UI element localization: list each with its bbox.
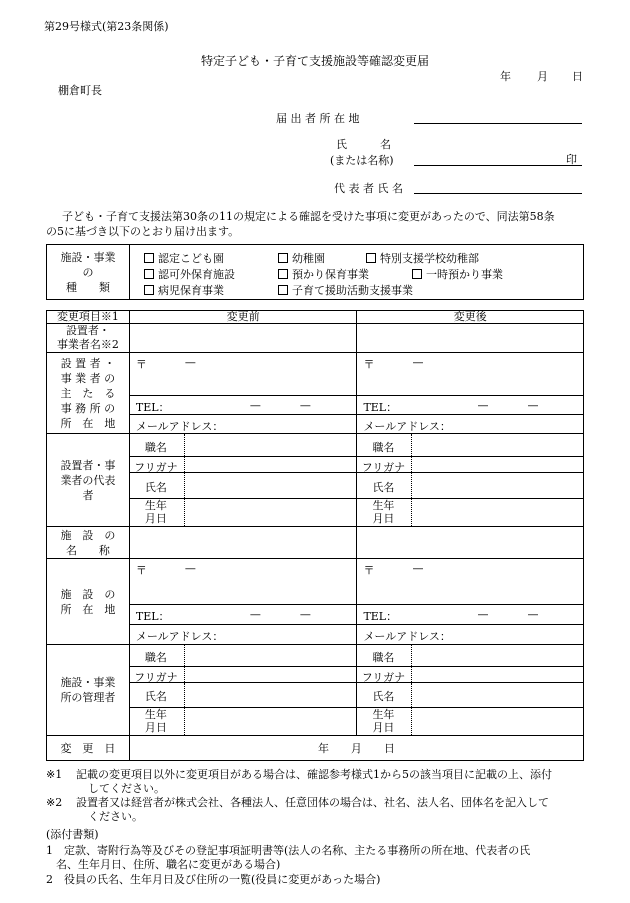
- attachment-1-line-1: 1 定款、寄附行為等及びその登記事項証明書等(法人の名称、主たる事務所の所在地、代表者の氏: [46, 844, 531, 857]
- facility-tel-before[interactable]: [129, 605, 357, 625]
- mail-label: メールアドレス：: [363, 420, 451, 433]
- facility-tel-after[interactable]: [357, 605, 584, 625]
- birth-label-1: 生年: [144, 708, 167, 721]
- person-label: 氏名: [144, 481, 167, 494]
- label-line: 施設・事業: [60, 676, 116, 689]
- option-label: 一時預かり事業: [426, 268, 503, 281]
- type-label-2: の: [82, 265, 94, 279]
- option-youchien[interactable]: [278, 250, 325, 266]
- option-label: 認可外保育施設: [158, 268, 235, 281]
- representative-label: 代 表 者 氏 名: [334, 182, 403, 195]
- person-label: 氏名: [372, 690, 395, 703]
- applicant-name-label: 氏 名: [336, 138, 391, 151]
- dotted-divider: [411, 457, 412, 472]
- dotted-divider: [184, 708, 185, 735]
- birth-label: [357, 708, 409, 734]
- label-line: 事 務 所 の: [60, 401, 116, 415]
- header-after: 変更後: [357, 311, 584, 324]
- tel-label: TEL：: [135, 610, 170, 623]
- facility-address-before[interactable]: [129, 559, 357, 605]
- option-label: 預かり保育事業: [292, 268, 369, 281]
- applicant-address-label: 届 出 者 所 在 地: [276, 112, 360, 125]
- checkbox-icon[interactable]: [278, 253, 288, 263]
- facility-address-after[interactable]: [357, 559, 584, 605]
- option-kosodate[interactable]: [278, 282, 413, 298]
- row-label-facility-address: [47, 559, 130, 645]
- rep-name-before[interactable]: [129, 473, 357, 499]
- postal-dash: —: [412, 356, 424, 369]
- note-2-line-1: 設置者又は経営者が株式会社、各種法人、任意団体の場合は、社名、法人名、団体名を記入して: [76, 796, 549, 809]
- seal-mark: 印: [566, 153, 577, 166]
- tel-dash: —: [477, 608, 489, 621]
- dotted-divider: [411, 683, 412, 707]
- option-tokubetsu[interactable]: [366, 250, 479, 266]
- date-day: 日: [572, 70, 583, 83]
- job-label: 職名: [372, 651, 395, 664]
- dotted-divider: [184, 683, 185, 707]
- intro-line-1: 子ども・子育て支援法第30条の11の規定による確認を受けた事項に変更があったので、同法第58条: [62, 210, 555, 223]
- postal-mark: 〒: [135, 358, 147, 371]
- tel-label: TEL：: [363, 610, 398, 623]
- setter-mail-after[interactable]: [357, 415, 584, 434]
- option-label: 特別支援学校幼稚部: [380, 252, 479, 265]
- checkbox-icon[interactable]: [412, 269, 422, 279]
- header-before: 変更前: [129, 311, 357, 324]
- date-month: 月: [537, 70, 548, 83]
- mgr-furigana-after[interactable]: [357, 667, 584, 683]
- person-label: 氏名: [372, 481, 395, 494]
- label-line: 事 業 者 の: [60, 371, 116, 385]
- furigana-label: フリガナ: [134, 671, 178, 684]
- label-line: 所 在 地: [60, 602, 116, 616]
- label-line: 施 設 の: [60, 528, 116, 542]
- mgr-job-before[interactable]: [129, 645, 357, 667]
- facility-type-options: [130, 245, 584, 300]
- dotted-divider: [411, 708, 412, 735]
- postal-mark: 〒: [363, 358, 375, 371]
- dotted-divider: [411, 434, 412, 456]
- furigana-label: フリガナ: [361, 461, 406, 474]
- row-label-setter-name: [47, 324, 130, 353]
- tel-label: TEL：: [135, 401, 170, 414]
- birth-label-1: 生年: [144, 499, 167, 512]
- checkbox-icon[interactable]: [278, 269, 288, 279]
- birth-label-1: 生年: [372, 499, 395, 512]
- facility-type-label: [47, 245, 130, 300]
- rep-job-after[interactable]: [357, 434, 584, 457]
- rep-name-after[interactable]: [357, 473, 584, 499]
- setter-tel-before[interactable]: [129, 396, 357, 415]
- birth-label: [130, 708, 182, 734]
- setter-tel-after[interactable]: [357, 396, 584, 415]
- addressee: 棚倉町長: [58, 84, 102, 97]
- birth-label-2: 月日: [372, 512, 395, 525]
- label-line: 主 た る: [60, 386, 116, 400]
- dotted-divider: [184, 499, 185, 526]
- row-label-representative: [47, 434, 130, 527]
- option-azukari[interactable]: [278, 266, 369, 282]
- label-line: 者: [82, 488, 94, 502]
- mgr-birth-before[interactable]: [129, 708, 357, 736]
- type-label-1: 施設・事業: [60, 250, 116, 264]
- tel-dash: —: [249, 608, 261, 621]
- setter-address-after[interactable]: [357, 353, 584, 396]
- checkbox-icon[interactable]: [144, 285, 154, 295]
- job-label: 職名: [372, 441, 395, 454]
- facility-mail-after[interactable]: [357, 625, 584, 645]
- mgr-furigana-before[interactable]: [129, 667, 357, 683]
- option-label: 幼稚園: [292, 252, 325, 265]
- furigana-label: フリガナ: [361, 671, 406, 684]
- dotted-divider: [184, 457, 185, 472]
- label-line: 設置者・事: [60, 458, 116, 472]
- birth-label-2: 月日: [144, 721, 167, 734]
- representative-field[interactable]: [414, 193, 582, 194]
- label-line: 業者の代表: [60, 473, 116, 487]
- facility-name-before[interactable]: [129, 527, 357, 559]
- mgr-name-before[interactable]: [129, 683, 357, 708]
- facility-mail-before[interactable]: [129, 625, 357, 645]
- label-line: 所 在 地: [60, 416, 116, 430]
- setter-name-before[interactable]: [129, 324, 357, 353]
- dotted-divider: [411, 499, 412, 526]
- tel-dash: —: [299, 399, 311, 412]
- tel-dash: —: [299, 608, 311, 621]
- label-line: 設 置 者 ・: [60, 356, 116, 370]
- birth-label-2: 月日: [144, 512, 167, 525]
- intro-line-2: の5に基づき以下のとおり届け出ます。: [46, 225, 240, 238]
- type-label-3: 種 類: [66, 280, 110, 294]
- birth-label-2: 月日: [372, 721, 395, 734]
- rep-furigana-before[interactable]: [129, 457, 357, 473]
- postal-dash: —: [184, 356, 196, 369]
- option-label: 子育て援助活動支援事業: [292, 284, 413, 297]
- checkbox-icon[interactable]: [144, 253, 154, 263]
- dotted-divider: [184, 434, 185, 456]
- note-2-mark: ※2: [46, 796, 63, 809]
- applicant-name-sublabel: (または名称): [330, 154, 394, 167]
- birth-label-1: 生年: [372, 708, 395, 721]
- option-byouji[interactable]: [144, 282, 224, 298]
- checkbox-icon[interactable]: [278, 285, 288, 295]
- row-label-change-date: 変 更 日: [47, 736, 130, 761]
- dotted-divider: [184, 645, 185, 666]
- note-1-mark: ※1: [46, 768, 63, 781]
- mail-label: メールアドレス：: [363, 630, 451, 643]
- tel-dash: —: [527, 399, 539, 412]
- option-nintei[interactable]: [144, 250, 224, 266]
- job-label: 職名: [144, 651, 167, 664]
- rep-birth-after[interactable]: [357, 499, 584, 527]
- facility-type-table: [46, 244, 584, 300]
- setter-name-after[interactable]: [357, 324, 584, 353]
- label-line: 施 設 の: [60, 587, 116, 601]
- mail-label: メールアドレス：: [135, 420, 224, 433]
- form-number: 第29号様式(第23条関係): [44, 20, 169, 33]
- dotted-divider: [411, 667, 412, 682]
- date-line: [500, 68, 583, 84]
- mgr-job-after[interactable]: [357, 645, 584, 667]
- mgr-birth-after[interactable]: [357, 708, 584, 736]
- label-line: 設置者・: [65, 324, 110, 337]
- birth-label: [130, 499, 182, 525]
- tel-dash: —: [527, 608, 539, 621]
- checkbox-icon[interactable]: [366, 253, 376, 263]
- job-label: 職名: [144, 441, 167, 454]
- postal-dash: —: [184, 562, 196, 575]
- rep-furigana-after[interactable]: [357, 457, 584, 473]
- row-label-facility-name: [47, 527, 130, 559]
- tel-label: TEL：: [363, 401, 398, 414]
- birth-label: [357, 499, 409, 525]
- note-1-line-2: してください。: [88, 782, 165, 795]
- page-title: 特定子ども・子育て支援施設等確認変更届: [200, 54, 429, 68]
- label-line: 所の管理者: [60, 691, 116, 704]
- dotted-divider: [184, 667, 185, 682]
- option-ninkagai[interactable]: [144, 266, 235, 282]
- mail-label: メールアドレス：: [135, 630, 224, 643]
- tel-dash: —: [477, 399, 489, 412]
- facility-name-after[interactable]: [357, 527, 584, 559]
- postal-mark: 〒: [135, 564, 147, 577]
- mgr-name-after[interactable]: [357, 683, 584, 708]
- note-2-line-2: ください。: [88, 810, 143, 823]
- person-label: 氏名: [144, 690, 167, 703]
- postal-dash: —: [412, 562, 424, 575]
- postal-mark: 〒: [363, 564, 375, 577]
- option-label: 病児保育事業: [158, 284, 224, 297]
- rep-birth-before[interactable]: [129, 499, 357, 527]
- dotted-divider: [411, 645, 412, 666]
- attachment-1-line-2: 名、生年月日、住所、職名に変更がある場合): [56, 858, 281, 871]
- applicant-name-field[interactable]: [414, 165, 582, 166]
- change-date-field[interactable]: 年 月 日: [129, 736, 583, 761]
- setter-address-before[interactable]: [129, 353, 357, 396]
- date-year: 年: [500, 70, 511, 83]
- applicant-address-field[interactable]: [414, 123, 582, 124]
- change-table: [46, 310, 584, 761]
- row-label-manager: [47, 645, 130, 736]
- dotted-divider: [184, 473, 185, 498]
- header-item: 変更項目※1: [47, 311, 130, 324]
- checkbox-icon[interactable]: [144, 269, 154, 279]
- setter-mail-before[interactable]: [129, 415, 357, 434]
- label-line: 名 称: [65, 543, 110, 557]
- attachments-heading: (添付書類): [46, 828, 99, 841]
- option-label: 認定こども園: [158, 252, 224, 265]
- label-line: 事業者名※2: [56, 338, 119, 351]
- attachment-2: 2 役員の氏名、生年月日及び住所の一覧(役員に変更があった場合): [46, 873, 381, 886]
- rep-job-before[interactable]: [129, 434, 357, 457]
- furigana-label: フリガナ: [134, 461, 178, 474]
- option-ichiji[interactable]: [412, 266, 503, 282]
- dotted-divider: [411, 473, 412, 498]
- tel-dash: —: [249, 399, 261, 412]
- note-1-line-1: 記載の変更項目以外に変更項目がある場合は、確認参考様式1から5の該当項目に記載の上、添付: [76, 768, 552, 781]
- row-label-setter-address: [47, 353, 130, 434]
